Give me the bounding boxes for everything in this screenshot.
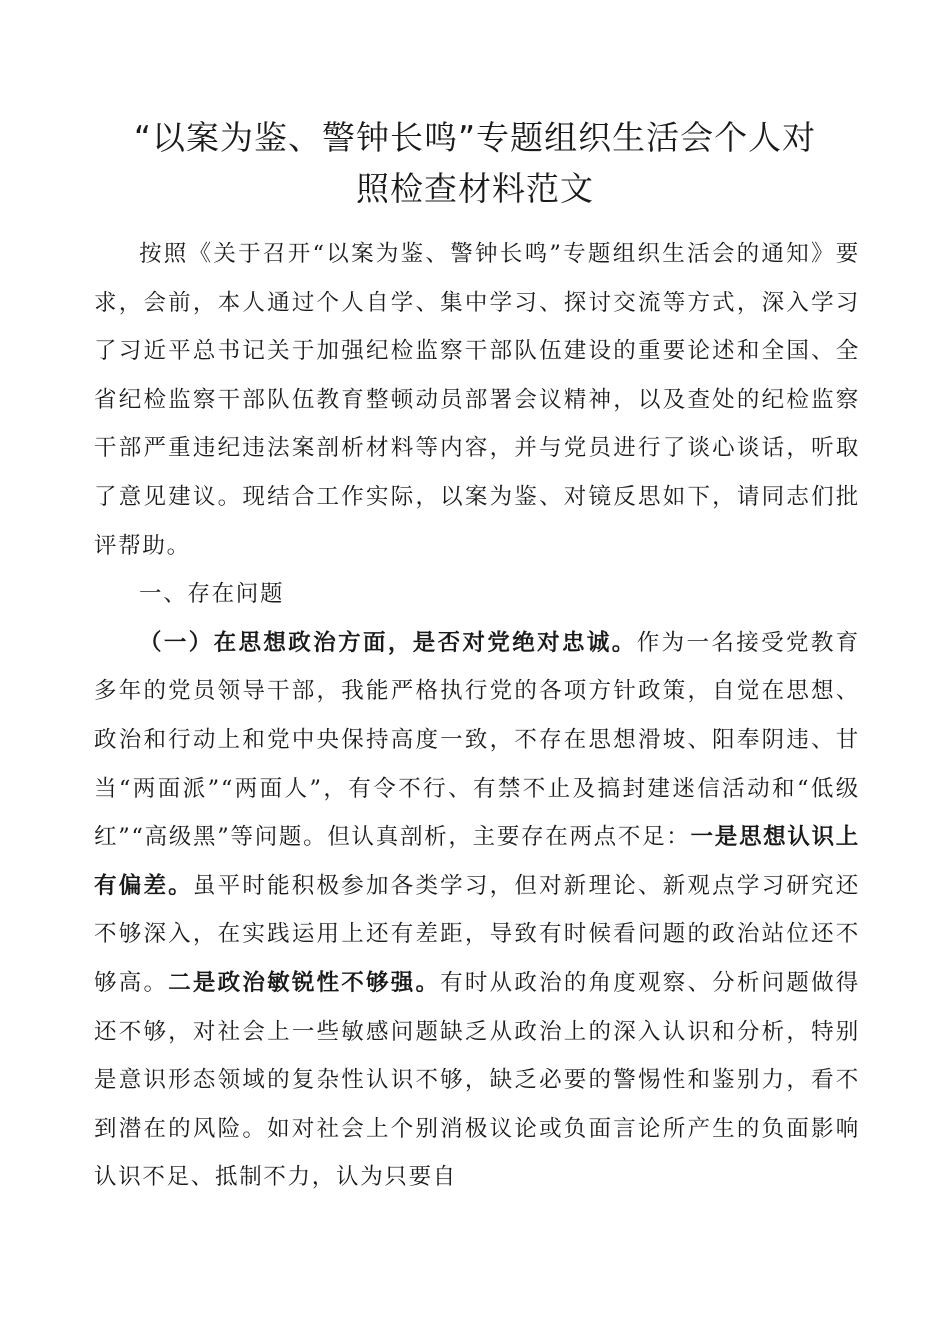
point-1-title: 一是思想认识上有偏差。	[94, 824, 860, 899]
subsection-paragraph	[94, 619, 860, 1202]
point-2-text: 有时从政治的角度观察、分析问题做得还不够，对社会上一些敏感问题缺乏从政治上的深入认识和分析，特别是意识形态领域的复杂性认识不够，缺乏必要的警惕性和鉴别力，看不到潜在的风险。如对社会上个别消极议论或负面言论所产生的负面影响认识不足、抵制不力，认为只要自	[94, 969, 861, 1191]
document-body	[94, 230, 860, 1202]
intro-paragraph: 按照《关于召开“以案为鉴、警钟长鸣”专题组织生活会的通知》要求，会前，本人通过个人自学、集中学习、探讨交流等方式，深入学习了习近平总书记关于加强纪检监察干部队伍建设的重要论述和全国、全省纪检监察干部队伍教育整顿动员部署会议精神，以及查处的纪检监察干部严重违纪违法案剖析材料等内容，并与党员进行了谈心谈话，听取了意见建议。现结合工作实际，以案为鉴、对镜反思如下，请同志们批评帮助。	[94, 241, 860, 559]
title-line-2: 照检查材料范文	[356, 169, 594, 208]
document-title	[95, 112, 855, 214]
section-heading: 一、存在问题	[139, 581, 285, 608]
point-1-text: 虽平时能积极参加各类学习，但对新理论、新观点学习研究还不够深入，在实践运用上还有差距，导致有时候看问题的政治站位还不够高。	[94, 872, 860, 996]
subsection-text: 作为一名接受党教育多年的党员领导干部，我能严格执行党的各项方针政策，自觉在思想、政治和行动上和党中央保持高度一致，不存在思想滑坡、阳奉阴违、甘当“两面派”“两面人”，有令不行、有禁不止及搞封建迷信活动和“低级红”“高级黑”等问题。但认真剖析，主要存在两点不足：	[94, 629, 860, 851]
subsection-title: （一）在思想政治方面，是否对党绝对忠诚。	[139, 629, 637, 656]
point-2-title: 二是政治敏锐性不够强。	[168, 969, 441, 996]
title-line-1: “以案为鉴、警钟长鸣”专题组织生活会个人对	[133, 118, 817, 157]
